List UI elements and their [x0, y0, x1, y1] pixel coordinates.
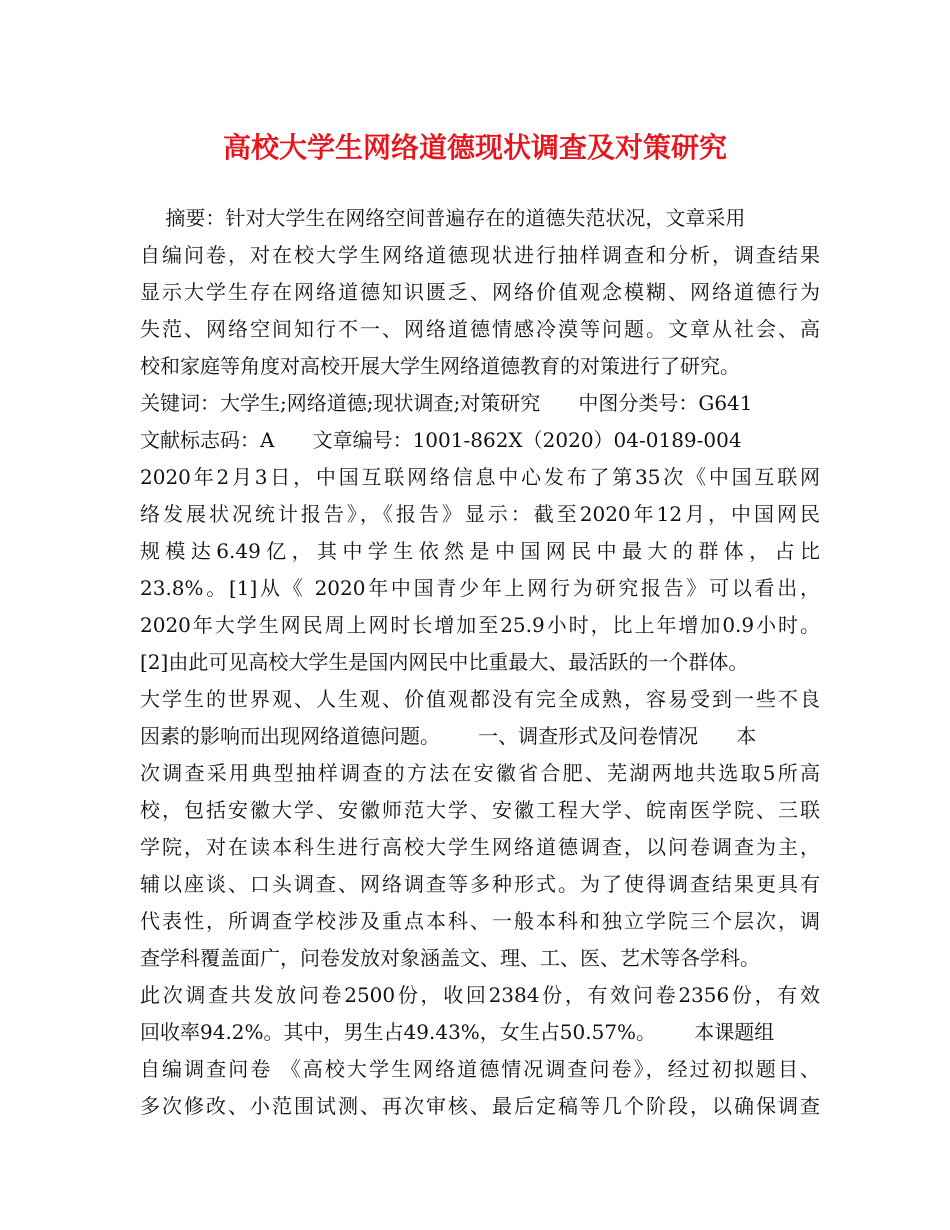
- text-line: 辅以座谈、口头调查、网络调查等多种形式。为了使得调查结果更具有: [140, 872, 820, 896]
- text-line: 次调查采用典型抽样调查的方法在安徽省合肥、芜湖两地共选取5所高: [140, 761, 820, 785]
- text-line: 查学科覆盖面广，问卷发放对象涵盖文、理、工、医、艺术等各学科。: [140, 946, 760, 970]
- text-line: 关键词：大学生;网络道德;现状调查;对策研究 中图分类号：G641: [140, 391, 753, 415]
- text-line: 自编问卷，对在校大学生网络道德现状进行抽样调查和分析，调查结果: [140, 243, 820, 267]
- text-line: 显示大学生存在网络道德知识匮乏、网络价值观念模糊、网络道德行为: [140, 280, 820, 304]
- text-line: 回收率94.2%。其中，男生占49.43%，女生占50.57%。 本课题组: [140, 1020, 775, 1044]
- text-line: 文献标志码：A 文章编号：1001-862X（2020）04-0189-004: [140, 428, 742, 452]
- text-line: 校和家庭等角度对高校开展大学生网络道德教育的对策进行了研究。: [140, 354, 740, 378]
- text-line: 自编调查问卷 《高校大学生网络道德情况调查问卷》，经过初拟题目、: [140, 1057, 820, 1081]
- text-line: 摘要：针对大学生在网络空间普遍存在的道德失范状况，文章采用: [140, 206, 746, 230]
- text-line: 此次调查共发放问卷2500份，收回2384份，有效问卷2356份，有效: [140, 983, 820, 1007]
- text-line: 代表性，所调查学校涉及重点本科、一般本科和独立学院三个层次，调: [140, 909, 820, 933]
- text-line: 学院，对在读本科生进行高校大学生网络道德调查，以问卷调查为主，: [140, 835, 820, 859]
- text-line: 23.8%。[1]从《 2020年中国青少年上网行为研究报告》可以看出，: [140, 576, 820, 600]
- text-line: 2020年2月3日，中国互联网络信息中心发布了第35次《中国互联网: [140, 465, 820, 489]
- text-line: 络发展状况统计报告》，《报告》显示：截至2020年12月，中国网民: [140, 502, 820, 526]
- text-line: 因素的影响而出现网络道德问题。 一、调查形式及问卷情况 本: [140, 724, 757, 748]
- text-line: 多次修改、小范围试测、再次审核、最后定稿等几个阶段，以确保调查: [140, 1094, 820, 1118]
- text-line: 2020年大学生网民周上网时长增加至25.9小时，比上年增加0.9小时。: [140, 613, 820, 637]
- document-title: 高校大学生网络道德现状调查及对策研究: [222, 131, 727, 164]
- text-line: 大学生的世界观、人生观、价值观都没有完全成熟，容易受到一些不良: [140, 687, 820, 711]
- text-line: 校，包括安徽大学、安徽师范大学、安徽工程大学、皖南医学院、三联: [140, 798, 820, 822]
- text-line: [2]由此可见高校大学生是国内网民中比重最大、最活跃的一个群体。: [140, 650, 749, 674]
- text-line: 规模达6.49亿，其中学生依然是中国网民中最大的群体，占比: [140, 539, 820, 563]
- text-line: 失范、网络空间知行不一、网络道德情感冷漠等问题。文章从社会、高: [140, 317, 820, 341]
